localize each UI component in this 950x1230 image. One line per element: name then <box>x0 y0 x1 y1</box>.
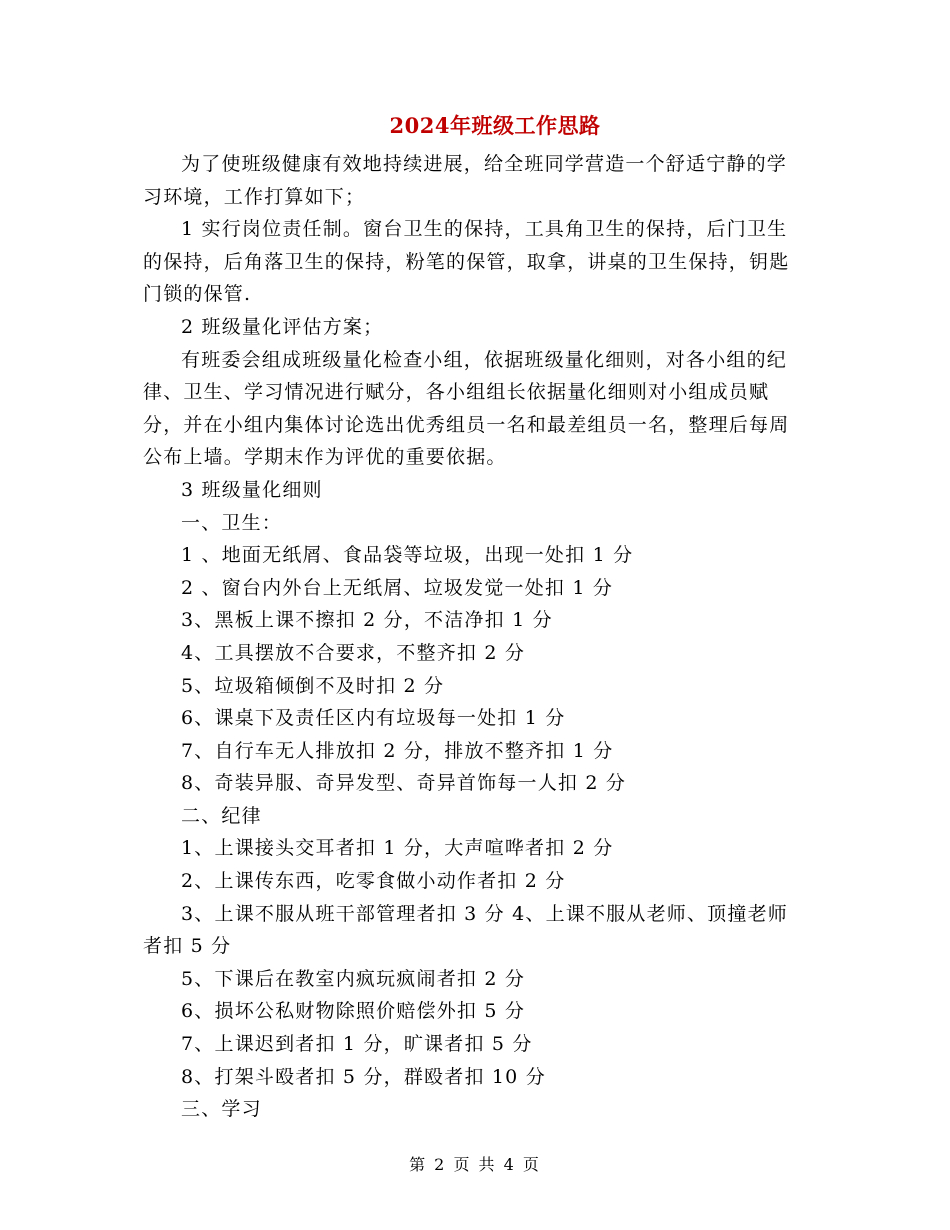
hygiene-item-1: 1 、地面无纸屑、食品袋等垃圾，出现一处扣 1 分 <box>181 544 634 567</box>
hygiene-item-2: 2 、窗台内外台上无纸屑、垃圾发觉一处扣 1 分 <box>181 576 614 599</box>
hygiene-item-8: 8、奇装异服、奇异发型、奇异首饰每一人扣 2 分 <box>181 772 627 795</box>
hygiene-item-3: 3、黑板上课不擦扣 2 分，不洁净扣 1 分 <box>181 609 553 632</box>
discipline-item-8: 8、打架斗殴者扣 5 分，群殴者扣 10 分 <box>181 1065 546 1088</box>
paragraph-responsibility: 1 实行岗位责任制。窗台卫生的保持，工具角卫生的保持，后门卫生的保持，后角落卫生的保持，粉笔的保管，取拿，讲桌的卫生保持，钥匙门锁的保管. <box>143 218 790 306</box>
paragraph-assessment-heading: 2 班级量化评估方案； <box>181 315 384 338</box>
document-title: 2024年班级工作思路 <box>389 113 601 138</box>
hygiene-item-7: 7、自行车无人排放扣 2 分，排放不整齐扣 1 分 <box>181 739 614 762</box>
discipline-item-1: 1、上课接头交耳者扣 1 分，大声喧哗者扣 2 分 <box>181 837 614 860</box>
paragraph-assessment: 有班委会组成班级量化检查小组，依据班级量化细则，对各小组的纪律、卫生、学习情况进行赋分，各小组组长依据量化细则对小组成员赋分，并在小组内集体讨论选出优秀组员一名和最差组员一名，整理后每周公布上墙。学期末作为评优的重要依据。 <box>143 348 790 469</box>
hygiene-item-6: 6、课桌下及责任区内有垃圾每一处扣 1 分 <box>181 707 566 730</box>
page-number-footer: 第 2 页 共 4 页 <box>409 1155 541 1174</box>
hygiene-item-4: 4、工具摆放不合要求，不整齐扣 2 分 <box>181 641 526 664</box>
hygiene-item-5: 5、垃圾箱倾倒不及时扣 2 分 <box>181 674 445 697</box>
section-hygiene-heading: 一、卫生： <box>181 511 283 534</box>
discipline-item-5: 5、下课后在教室内疯玩疯闹者扣 2 分 <box>181 967 526 990</box>
discipline-item-3-4: 3、上课不服从班干部管理者扣 3 分 4、上课不服从老师、顶撞老师者扣 5 分 <box>143 902 788 958</box>
paragraph-intro: 为了使班级健康有效地持续进展，给全班同学营造一个舒适宁静的学习环境，工作打算如下； <box>143 153 788 208</box>
paragraph-rules-heading: 3 班级量化细则 <box>181 478 323 501</box>
discipline-item-7: 7、上课迟到者扣 1 分，旷课者扣 5 分 <box>181 1033 533 1056</box>
section-study-heading: 三、学习 <box>181 1098 262 1121</box>
section-discipline-heading: 二、纪律 <box>181 804 262 827</box>
document-body <box>143 148 803 1126</box>
discipline-item-6: 6、损坏公私财物除照价赔偿外扣 5 分 <box>181 1000 526 1023</box>
discipline-item-2: 2、上课传东西，吃零食做小动作者扣 2 分 <box>181 870 566 893</box>
